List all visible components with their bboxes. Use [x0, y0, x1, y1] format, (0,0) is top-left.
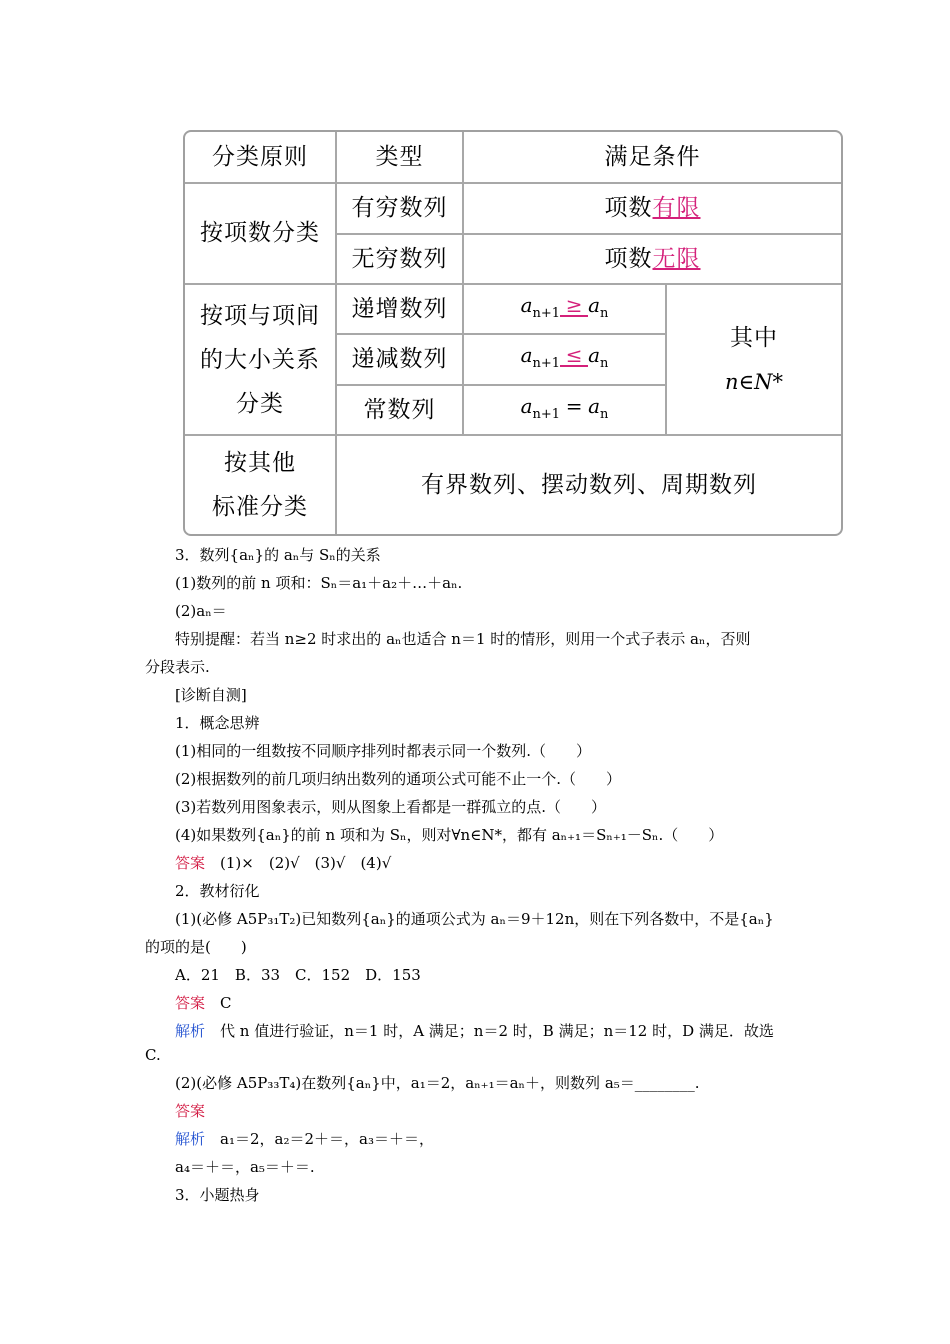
condition-highlight: 有限 [652, 195, 701, 221]
principle-line: 标准分类 [212, 494, 308, 520]
section-title: [诊断自测] [175, 686, 247, 704]
formula: $a_{n+1} \ge a_n$ [520, 292, 609, 321]
section-title: 3．数列{aₙ}的 aₙ与 Sₙ的关系 [175, 546, 381, 564]
question-line: (1)相同的一组数按不同顺序排列时都表示同一个数列.（ ） [175, 742, 592, 760]
analysis-line [175, 1128, 434, 1150]
answer-label: 答案 [175, 854, 206, 872]
analysis-text: 代 n 值进行验证，n＝1 时，A 满足；n＝2 时，B 满足；n＝12 时，D 满足．故选 [220, 1022, 774, 1040]
analysis-label: 解析 [175, 1130, 206, 1148]
answer-line [175, 852, 391, 874]
principle-line: 分类 [236, 390, 284, 417]
principle-by-count: 按项数分类 [200, 220, 320, 246]
answer-text: (1)× (2)√ (3)√ (4)√ [220, 854, 392, 872]
condition-finite [464, 184, 841, 233]
options-line: A．21 B．33 C．152 D．153 [175, 966, 421, 984]
answer-text: C [220, 994, 232, 1012]
formula: $a_{n+1} = a_n$ [520, 393, 609, 422]
answer-label: 答案 [175, 994, 206, 1012]
document-body [145, 544, 815, 1204]
question-line: (3)若数列用图象表示，则从图象上看都是一群孤立的点.（ ） [175, 798, 607, 816]
question-line: (2)(必修 A5P₃₃T₄)在数列{aₙ}中，a₁＝2，aₙ₊₁＝aₙ＋，则数列 a₅＝________. [175, 1074, 700, 1092]
text-line: 分段表示. [145, 658, 210, 676]
text-line: (1)数列的前 n 项和：Sₙ＝a₁＋a₂＋…＋aₙ. [175, 574, 463, 592]
condition-prefix: 项数 [604, 195, 653, 221]
formula-decreasing [464, 335, 665, 384]
header-principle: 分类原则 [212, 143, 308, 170]
other-types: 有界数列、摆动数列、周期数列 [421, 471, 757, 498]
condition-prefix: 项数 [604, 245, 653, 272]
type-finite: 有穷数列 [351, 195, 448, 221]
header-type: 类型 [375, 143, 424, 170]
question-line: (4)如果数列{aₙ}的前 n 项和为 Sₙ，则对∀n∈N*，都有 aₙ₊₁＝Sₙ₊₁－Sₙ.（ ） [175, 826, 724, 844]
answer-line [175, 992, 232, 1014]
header-condition: 满足条件 [604, 143, 701, 170]
type-infinite: 无穷数列 [351, 245, 448, 272]
type-constant: 常数列 [363, 396, 436, 423]
section-title: 1．概念思辨 [175, 714, 260, 732]
principle-line: 的大小关系 [200, 346, 320, 373]
formula-increasing [464, 285, 665, 333]
note-line: 其中 [730, 324, 778, 351]
text-line: 特别提醒：若当 n≥2 时求出的 aₙ也适合 n＝1 时的情形，则用一个式子表示 aₙ，否则 [175, 630, 751, 648]
answer-line [175, 1100, 205, 1122]
condition-infinite [464, 235, 841, 283]
note-cell [667, 285, 841, 434]
classification-table [183, 130, 843, 536]
principle-other [185, 436, 335, 534]
analysis-line [175, 1020, 774, 1042]
section-title: 2．教材衍化 [175, 882, 260, 900]
principle-by-size [185, 285, 335, 434]
principle-line: 按项与项间 [200, 302, 320, 329]
note-line: n∈N* [725, 369, 783, 394]
type-increasing: 递增数列 [351, 295, 448, 322]
formula: $a_{n+1} \le a_n$ [520, 343, 609, 371]
text-line: C. [145, 1046, 161, 1064]
analysis-label: 解析 [175, 1022, 206, 1040]
question-line: 的项的是( ) [145, 938, 247, 956]
section-title: 3．小题热身 [175, 1186, 260, 1204]
text-line: (2)aₙ＝ [175, 602, 227, 620]
question-line: (1)(必修 A5P₃₁T₂)已知数列{aₙ}的通项公式为 aₙ＝9＋12n，则在下列各数中，不是{aₙ} [175, 910, 774, 928]
formula-constant [464, 386, 665, 434]
type-decreasing: 递减数列 [351, 346, 448, 372]
question-line: (2)根据数列的前几项归纳出数列的通项公式可能不止一个.（ ） [175, 770, 622, 788]
principle-line: 按其他 [224, 450, 296, 476]
text-line: a₄＝＋＝，a₅＝＋＝. [175, 1158, 315, 1176]
answer-label: 答案 [175, 1102, 206, 1120]
analysis-text: a₁＝2，a₂＝2＋＝，a₃＝＋＝， [220, 1130, 434, 1148]
condition-highlight: 无限 [652, 245, 701, 272]
